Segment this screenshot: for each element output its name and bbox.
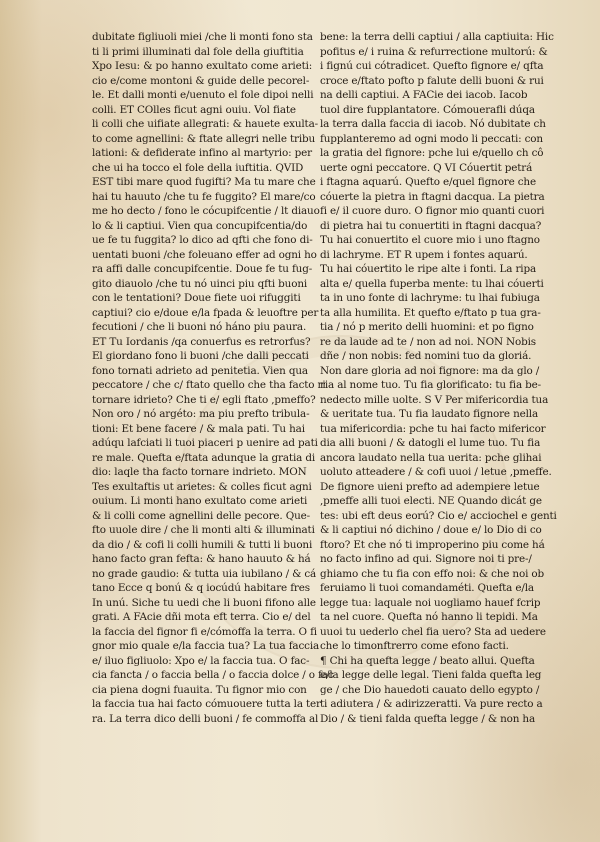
- text-line: che ui ha tocco el fole della iuftitia. QVID: [92, 161, 304, 174]
- text-line: ouium. Li monti hano exultato come arieti: [92, 495, 308, 507]
- text-line: bene: la terra delli captiui / alla captiuita: Hic: [320, 31, 554, 43]
- right-text-column: [320, 30, 568, 726]
- text-line: tes: ubi eft deus eorú? Cio e/ acciochel e genti: [320, 509, 557, 522]
- text-line: no grade gaudio: & tutta uia iubilano / & cá: [92, 567, 317, 580]
- text-line: ra. La terra dico delli buoni / fe commoffa al: [92, 712, 319, 725]
- text-line: ,pmeffe alli tuoi electi. NE Quando dicát ge: [320, 495, 542, 507]
- text-line: Xpo Iesu: & po hanno exultato come arieti:: [92, 60, 313, 72]
- text-line: alta e/ quella fuperba mente: tu lhai cóuerti: [320, 277, 544, 290]
- text-line: nedecto mille uolte. S V Per mifericordia tua: [320, 393, 549, 406]
- text-line: ti li primi illuminati dal fole della giuftitia: [92, 45, 304, 58]
- text-line: ta nel cuore. Quefta nó hanno li tepidi. Ma: [320, 611, 538, 623]
- text-line: e/la legge delle legal. Tieni falda quefta leg: [320, 669, 542, 681]
- text-line: In unú. Siche tu uedi che li buoni fifono alle: [92, 596, 316, 609]
- text-line: da dio / & cofi li colli humili & tutti li buoni: [92, 538, 313, 551]
- text-line: ge / che Dio hauedoti cauato dello egypto /: [320, 683, 540, 696]
- text-line: ghiamo che tu fia con effo noi: & che noi ob: [320, 567, 545, 580]
- text-line: tuol dire fupplantatore. Cómouerafli dúqa: [320, 103, 535, 116]
- text-line: ra affi dalle concupifcentie. Doue fe tu fug-: [92, 263, 313, 275]
- text-line: no facto infino ad qui. Signore noi ti pre-/: [320, 553, 532, 565]
- text-line: hai tu hauuto /che tu fe fuggito? El mare/co: [92, 190, 316, 203]
- text-line: tua mifericordia: pche tu hai facto mifericor: [320, 422, 546, 435]
- text-line: fecutioni / che li buoni nó háno piu paura.: [92, 321, 307, 333]
- text-line: feruiamo li tuoi comandaméti. Quefta e/la: [320, 582, 534, 594]
- text-line: ria al nome tuo. Tu fia glorificato: tu fia be-: [320, 379, 542, 391]
- text-line: re da laude ad te / non ad noi. NON Nobis: [320, 335, 536, 348]
- text-line: e/ iluo figliuolo: Xpo e/ la faccia tua. O fac-: [92, 654, 310, 667]
- text-line: lo & li captiui. Vien qua concupifcentia/do: [92, 219, 308, 232]
- text-line: re male. Quefta e/ftata adunque la gratia di: [92, 451, 315, 464]
- text-line: El giordano fono li buoni /che dalli peccati: [92, 350, 309, 362]
- text-line: fono tornati adrieto ad penitetia. Vien qua: [92, 364, 308, 377]
- text-line: EST tibi mare quod fugifti? Ma tu mare che: [92, 176, 316, 188]
- text-line: to come agnellini: & ftate allegri nelle tribu: [92, 132, 316, 145]
- text-line: di lachryme. ET R upem i fontes aquarú.: [320, 248, 528, 261]
- text-line: tioni: Et bene facere / & mala pati. Tu hai: [92, 422, 305, 435]
- text-line: Tes exultaftis ut arietes: & colles ficut agni: [92, 480, 312, 493]
- text-line: & li captiui nó dichino / doue e/ lo Dio di co: [320, 524, 542, 536]
- text-line: cia fancta / o faccia bella / o faccia dolce / o fac: [92, 669, 334, 681]
- text-line: pofitus e/ i ruina & refurrectione multorú: &: [320, 45, 548, 58]
- text-line: le. Et dalli monti e/uenuto el fole dipoi nelli: [92, 89, 314, 101]
- text-line: & li colli come agnellini delle pecore. Que-: [92, 509, 310, 522]
- text-line: Tu hai cóuertito le ripe alte i fonti. La ripa: [320, 263, 537, 275]
- text-line: na delli captiui. A FACie dei iacob. Iacob: [320, 89, 528, 101]
- text-line: la gratia del fignore: pche lui e/quello ch cô: [320, 147, 544, 159]
- text-line: cio e/come montoni & guide delle pecorel-: [92, 74, 310, 87]
- text-line: Non dare gloria ad noi fignore: ma da glo /: [320, 364, 540, 377]
- text-line: captiui? cio e/doue e/la fpada & leuoftre per: [92, 306, 319, 319]
- text-line: Tu hai conuertito el cuore mio i uno ftagno: [320, 234, 540, 246]
- text-line: cóuerte la pietra in ftagni dacqua. La pietra: [320, 190, 545, 203]
- text-line: gnor mio quale e/la faccia tua? La tua faccia: [92, 640, 320, 652]
- text-line: li colli che uifiate allegrati: & hauete exulta-: [92, 118, 318, 130]
- text-line: dia alli buoni / & datogli el lume tuo. Tu fia: [320, 437, 541, 449]
- text-line: Non oro / nó argéto: ma piu prefto tribula-: [92, 408, 310, 420]
- text-line: grati. A FAcie dñi mota eft terra. Cio e/ del: [92, 611, 311, 623]
- text-line: ancora laudato nella tua uerita: pche glihai: [320, 451, 542, 464]
- text-line: con le tentationi? Doue fiete uoi rifuggiti: [92, 292, 301, 304]
- text-line: hano facto gran fefta: & hano hauuto & há: [92, 553, 311, 565]
- text-line: dubitate figliuoli miei /che li monti fono sta: [92, 31, 313, 43]
- text-line: uentati buoni /che foleuano effer ad ogni ho: [92, 248, 317, 261]
- text-line: la faccia tua hai facto cómuouere tutta la ter: [92, 698, 321, 710]
- text-line: che lo timonftrerro come efono facti.: [320, 640, 509, 652]
- text-line: Dio / & tieni falda quefta legge / & non ha: [320, 712, 536, 725]
- text-line: me ho decto / fono le cócupifcentie / lt diauo: [92, 205, 320, 217]
- text-line: adúqu lafciati li tuoi piaceri p uenire ad pati: [92, 437, 318, 449]
- text-line: ¶ Chi ha quefta legge / beato allui. Quefta: [320, 654, 535, 667]
- text-line: fi e/ il cuore duro. O fignor mio quanti cuori: [320, 205, 545, 217]
- text-line: uoluto atteadere / & cofi uuoi / letue ,pmeffe.: [320, 466, 552, 478]
- text-line: tia / nó p merito delli huomini: et po figno: [320, 321, 534, 333]
- text-line: tano Ecce q bonú & q iocúdú habitare fres: [92, 582, 310, 594]
- text-line: ftoro? Et che nó ti improperino piu come há: [320, 538, 545, 551]
- text-line: peccatore / che c/ ftato quello che tha facto ri: [92, 379, 326, 391]
- text-line: ET Tu Iordanis /qa conuerfus es retrorfus?: [92, 335, 311, 348]
- text-line: legge tua: laquale noi uogliamo hauef fcrip: [320, 596, 541, 609]
- text-line: uuoi tu uederlo chel fia uero? Sta ad uedere: [320, 625, 546, 638]
- text-line: fto uuole dire / che li monti alti & illuminati: [92, 524, 315, 536]
- text-line: tornare idrieto? Che ti e/ egli ftato ,pmeffo?: [92, 393, 316, 406]
- text-line: di pietra hai tu conuertiti in ftagni dacqua?: [320, 219, 542, 232]
- text-line: lationi: & defiderate infino al martyrio: per: [92, 147, 312, 159]
- text-line: dio: laqle tha facto tornare indrieto. MON: [92, 466, 307, 478]
- text-line: & ueritate tua. Tu fia laudato fignore nella: [320, 408, 539, 420]
- text-line: De fignore uieni prefto ad adempiere letue: [320, 480, 540, 493]
- text-line: colli. ET COlles ficut agni ouiu. Vol fiate: [92, 103, 296, 116]
- text-line: i fignú cui cótradicet. Quefto fignore e/ qfta: [320, 60, 544, 72]
- text-line: ta in uno fonte di lachryme: tu lhai fubiuga: [320, 292, 540, 304]
- text-line: gito diauolo /che tu nó uinci piu qfti buoni: [92, 277, 308, 290]
- text-line: i ftagna aquarú. Quefto e/quel fignore che: [320, 176, 536, 188]
- text-line: uerte ogni peccatore. Q VI Cóuertit petrá: [320, 161, 533, 174]
- text-line: ti adiutera / & adirizzeratti. Va pure recto a: [320, 698, 543, 710]
- text-line: cia piena dogni fuauita. Tu fignor mio con: [92, 683, 307, 696]
- text-line: ta alla humilita. Et quefto e/ftato p tua gra-: [320, 306, 541, 319]
- text-line: la terra dalla faccia di iacob. Nó dubitate ch: [320, 118, 546, 130]
- text-line: la faccia del fignor fi e/cómoffa la terra. O fi: [92, 625, 317, 638]
- text-line: ue fe tu fuggita? lo dico ad qfti che fono di-: [92, 234, 313, 246]
- left-text-column: [92, 30, 342, 726]
- text-line: dñe / non nobis: fed nomini tuo da gloriá.: [320, 350, 532, 362]
- text-line: fupplanteremo ad ogni modo li peccati: con: [320, 132, 543, 145]
- text-line: croce e/ftato pofto p falute delli buoni & rui: [320, 74, 544, 87]
